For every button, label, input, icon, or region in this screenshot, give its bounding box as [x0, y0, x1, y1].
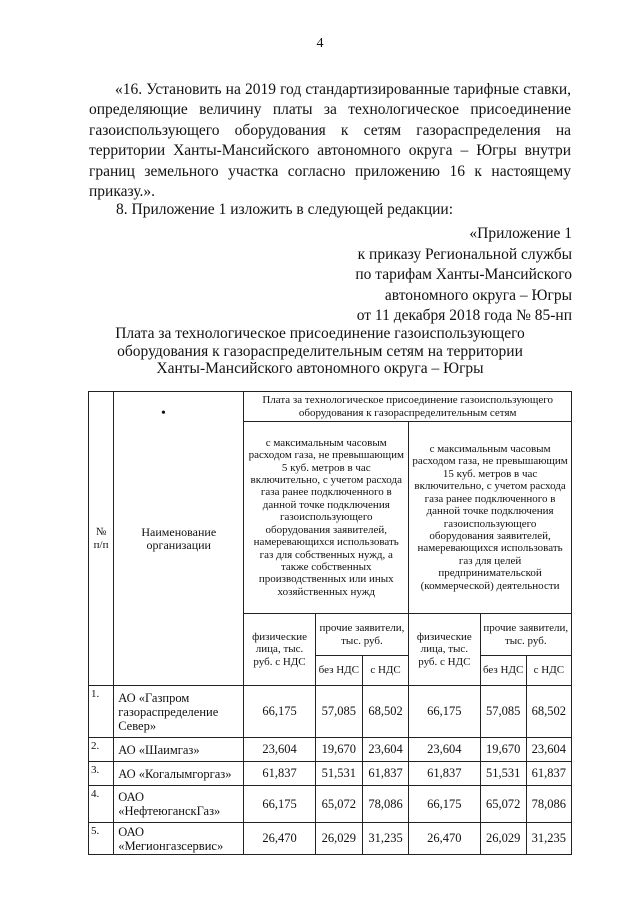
- row-value: 78,086: [526, 786, 571, 823]
- row-value: 23,604: [244, 738, 315, 762]
- table-title-line: оборудования к газораспределительным сетям на территории: [117, 342, 523, 360]
- table-row: [89, 823, 572, 855]
- paragraph-8: 8. Приложение 1 изложить в следующей редакции:: [116, 201, 454, 218]
- row-value: 65,072: [315, 786, 362, 823]
- row-value: 23,604: [409, 738, 480, 762]
- appendix-line: к приказу Региональной службы: [357, 245, 572, 263]
- row-value: 26,029: [315, 823, 362, 855]
- row-value: 61,837: [244, 762, 315, 786]
- header-with-vat: с НДС: [526, 656, 571, 686]
- appendix-line: от 11 декабря 2018 года № 85-нп: [356, 307, 572, 325]
- row-value: 23,604: [526, 738, 571, 762]
- row-value: 68,502: [526, 686, 571, 738]
- table-row: [89, 786, 572, 823]
- row-value: 23,604: [362, 738, 408, 762]
- row-num: 1.: [89, 686, 114, 738]
- row-value: 19,670: [315, 738, 362, 762]
- row-value: 66,175: [409, 686, 480, 738]
- table-title-line: Плата за технологическое присоединение газоиспользующего: [115, 325, 525, 342]
- row-value: 26,470: [244, 823, 315, 855]
- header-fee: Плата за технологическое присоединение газоиспользующего оборудования к газораспределительным сетям: [244, 392, 572, 422]
- appendix-reference: [312, 224, 572, 327]
- header-name: Наименование организации: [114, 392, 244, 686]
- row-value: 26,029: [480, 823, 526, 855]
- page-number: 4: [316, 36, 324, 51]
- row-value: 31,235: [362, 823, 408, 855]
- row-value: 66,175: [409, 786, 480, 823]
- row-value: 66,175: [244, 686, 315, 738]
- row-num: 4.: [89, 786, 114, 823]
- header-other: прочие заявители, тыс. руб.: [315, 614, 408, 656]
- row-value: 78,086: [362, 786, 408, 823]
- row-value: 61,837: [526, 762, 571, 786]
- row-num: 2.: [89, 738, 114, 762]
- row-value: 61,837: [409, 762, 480, 786]
- table-row: [89, 686, 572, 738]
- table-row: [89, 738, 572, 762]
- table-row: [89, 762, 572, 786]
- header-no-vat: без НДС: [480, 656, 526, 686]
- row-value: 51,531: [480, 762, 526, 786]
- row-org-name: АО «Газпром газораспределение Север»: [114, 686, 244, 738]
- row-org-name: АО «Когалымгоргаз»: [114, 762, 244, 786]
- row-value: 51,531: [315, 762, 362, 786]
- paragraph-16: «16. Установить на 2019 год стандартизированные тарифные ставки, определяющие величину платы за технологическое присоединение газоиспользующего оборудования к сетям газораспределения на территории Ханты-Мансийского автономного округа – Югры внутри границ земельного участка согласно приложению 16 к настоящему приказу.».: [89, 81, 571, 201]
- header-group-15m3: с максимальным часовым расходом газа, не превышающим 15 куб. метров в час включительно, с учетом расхода газа ранее подключенного в данной точке подключения газоиспользующего оборудования заявителей, намеревающихся использовать газ для целей предпринимательской (коммерческой) деятельности: [409, 422, 572, 614]
- row-value: 65,072: [480, 786, 526, 823]
- row-org-name: ОАО «Мегионгазсервис»: [114, 823, 244, 855]
- row-num: 3.: [89, 762, 114, 786]
- row-value: 57,085: [480, 686, 526, 738]
- row-value: 26,470: [409, 823, 480, 855]
- row-value: 19,670: [480, 738, 526, 762]
- header-with-vat: с НДС: [362, 656, 408, 686]
- table-title: [0, 325, 640, 378]
- header-individuals: физические лица, тыс. руб. с НДС: [409, 614, 480, 686]
- tariff-table: [88, 391, 572, 855]
- header-num: № п/п: [89, 392, 114, 686]
- row-value: 66,175: [244, 786, 315, 823]
- stray-dot: •: [161, 406, 166, 421]
- row-num: 5.: [89, 823, 114, 855]
- row-value: 31,235: [526, 823, 571, 855]
- row-value: 61,837: [362, 762, 408, 786]
- row-org-name: ОАО «НефтеюганскГаз»: [114, 786, 244, 823]
- row-value: 57,085: [315, 686, 362, 738]
- appendix-line: по тарифам Ханты-Мансийского: [355, 266, 572, 284]
- appendix-line: автономного округа – Югры: [384, 286, 572, 304]
- row-value: 68,502: [362, 686, 408, 738]
- appendix-line: «Приложение 1: [469, 225, 572, 242]
- header-group-5m3: с максимальным часовым расходом газа, не превышающим 5 куб. метров в час включительно, с учетом расхода газа ранее подключенного в данной точке подключения газоиспользующего оборудования заявителей, намеревающихся использовать газ для собственных нужд, а также собственных производственных или иных хозяйственных нужд: [244, 422, 409, 614]
- header-individuals: физические лица, тыс. руб. с НДС: [244, 614, 315, 686]
- header-no-vat: без НДС: [315, 656, 362, 686]
- header-other: прочие заявители, тыс. руб.: [480, 614, 571, 656]
- row-org-name: АО «Шаимгаз»: [114, 738, 244, 762]
- table-title-line: Ханты-Мансийского автономного округа – Югры: [156, 360, 484, 377]
